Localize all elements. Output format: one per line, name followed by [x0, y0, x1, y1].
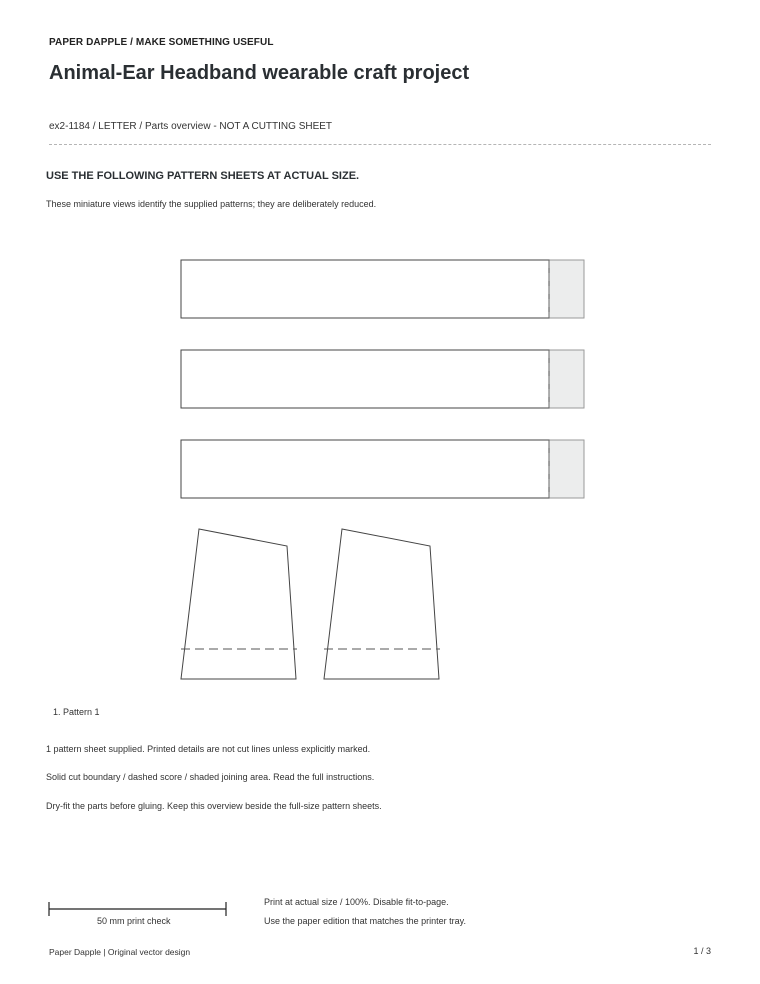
footer-credit: Paper Dapple | Original vector design	[49, 947, 191, 957]
page-number: 1 / 3	[693, 946, 711, 956]
info-paragraph: Solid cut boundary / dashed score / shaded joining area. Read the full instructions.	[46, 772, 375, 782]
strip-outline	[181, 260, 549, 318]
page-title: Animal-Ear Headband wearable craft project	[49, 62, 470, 84]
strip-outline	[181, 350, 549, 408]
strip-outline	[181, 440, 549, 498]
print-check-scale-bar	[49, 902, 226, 916]
scale-bar-label: 50 mm print check	[97, 916, 171, 926]
brand-breadcrumb: PAPER DAPPLE / MAKE SOMETHING USEFUL	[49, 37, 274, 48]
headband-strip-1	[181, 260, 584, 318]
document-meta: ex2-1184 / LETTER / Parts overview - NOT A CUTTING SHEET	[49, 121, 333, 132]
ear-outline	[181, 529, 296, 679]
ear-piece-right	[324, 529, 440, 679]
headband-strip-2	[181, 350, 584, 408]
ear-outline	[324, 529, 439, 679]
ear-piece-left	[181, 529, 297, 679]
glue-tab	[549, 350, 584, 408]
intro-note: These miniature views identify the supplied patterns; they are deliberately reduced.	[46, 199, 377, 209]
glue-tab	[549, 260, 584, 318]
info-paragraph: 1 pattern sheet supplied. Printed details are not cut lines unless explicitly marked.	[46, 744, 371, 754]
print-note: Use the paper edition that matches the printer tray.	[264, 916, 466, 926]
legend-item: 1. Pattern 1	[53, 707, 100, 717]
print-note: Print at actual size / 100%. Disable fit-to-page.	[264, 897, 449, 907]
section-heading: USE THE FOLLOWING PATTERN SHEETS AT ACTUAL SIZE.	[46, 170, 360, 182]
info-paragraph: Dry-fit the parts before gluing. Keep this overview beside the full-size pattern sheets.	[46, 801, 382, 811]
glue-tab	[549, 440, 584, 498]
headband-strip-3	[181, 440, 584, 498]
